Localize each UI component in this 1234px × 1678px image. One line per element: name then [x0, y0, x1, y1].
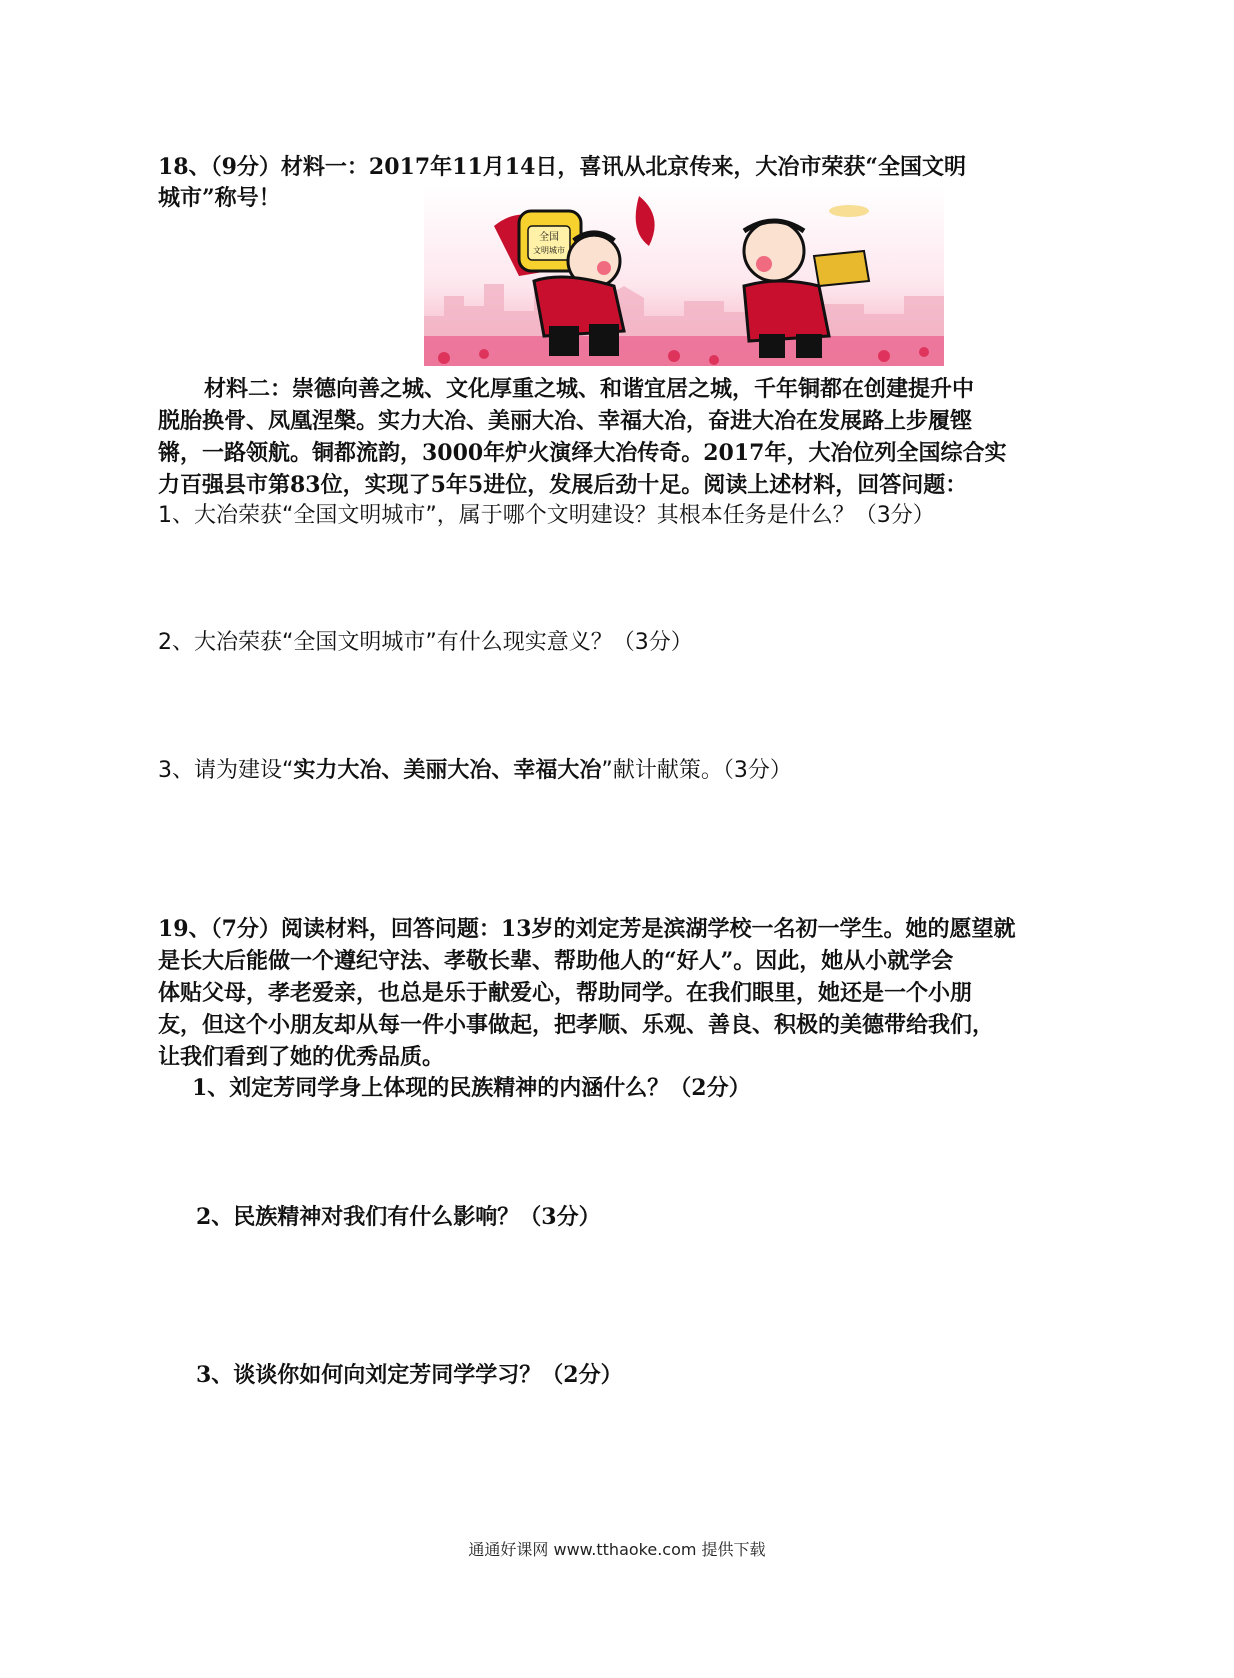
q18-subquestion-1: 1、大冶荣获“全国文明城市”，属于哪个文明建设？其根本任务是什么？（3分）	[158, 503, 935, 528]
q19-subquestion-2: 2、民族精神对我们有什么影响？（3分）	[196, 1204, 601, 1230]
q19-line-5: 让我们看到了她的优秀品质。	[158, 1044, 445, 1070]
q18-subquestion-3-prefix: 3、请为建设“	[158, 758, 294, 783]
q19-line-4: 友，但这个小朋友却从每一件小事做起，把孝顺、乐观、善良、积极的美德带给我们，	[158, 1012, 995, 1038]
q18-line-1: 18、（9分）材料一：2017年11月14日，喜讯从北京传来，大冶市荣获“全国文明	[158, 154, 967, 180]
q18-subquestion-2: 2、大冶荣获“全国文明城市”有什么现实意义？（3分）	[158, 630, 693, 655]
q18-material2-line-3: 锵，一路领航。铜都流韵，3000年炉火演绎大冶传奇。2017年，大冶位列全国综合实	[158, 440, 1007, 466]
q19-subquestion-1: 1、刘定芳同学身上体现的民族精神的内涵什么？（2分）	[192, 1075, 751, 1101]
q18-material2-line-4: 力百强县市第83位，实现了5年5进位，发展后劲十足。阅读上述材料，回答问题：	[158, 472, 968, 498]
q18-subquestion-3	[158, 756, 792, 786]
footer-credit: 通通好课网 www.tthaoke.com 提供下载	[468, 1540, 766, 1559]
q18-subquestion-3-suffix: ”献计献策。（3分）	[601, 758, 792, 783]
q18-line-2: 城市”称号！	[158, 185, 281, 211]
q18-subquestion-3-emphasis: 实力大冶、美丽大冶、幸福大冶	[293, 758, 602, 783]
civilized-city-illustration	[424, 186, 944, 366]
q19-line-2: 是长大后能做一个遵纪守法、孝敬长辈、帮助他人的“好人”。因此，她从小就学会	[158, 948, 954, 974]
q18-material2-line-2: 脱胎换骨、凤凰涅槃。实力大冶、美丽大冶、幸福大冶，奋进大冶在发展路上步履铿	[158, 408, 973, 434]
q19-subquestion-3: 3、谈谈你如何向刘定芳同学学习？（2分）	[196, 1362, 623, 1388]
q19-line-3: 体贴父母，孝老爱亲，也总是乐于献爱心，帮助同学。在我们眼里，她还是一个小朋	[158, 980, 973, 1006]
q18-material2-line-1: 材料二：崇德向善之城、文化厚重之城、和谐宜居之城，千年铜都在创建提升中	[204, 376, 975, 402]
banner-text: 全国	[539, 232, 559, 243]
banner-subtext: 文明城市	[533, 246, 565, 255]
q19-line-1: 19、（7分）阅读材料，回答问题：13岁的刘定芳是滨湖学校一名初一学生。她的愿望就	[158, 916, 1016, 942]
